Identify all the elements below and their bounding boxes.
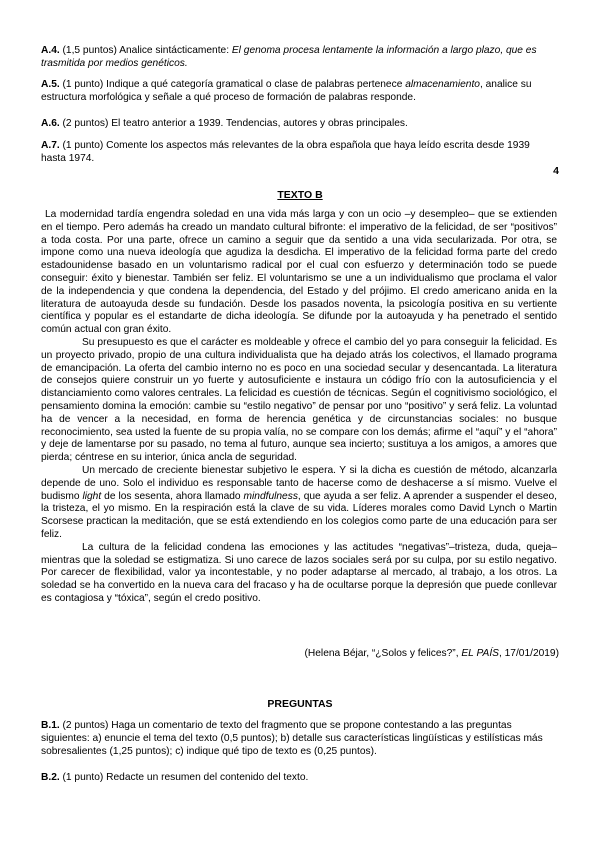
text-b-body <box>41 209 557 606</box>
question-a6 <box>41 117 557 130</box>
citation <box>305 648 559 659</box>
question-text: Comente los aspectos más relevantes de la obra española que haya leído escrita desde 1939 hasta 1974. <box>41 140 530 164</box>
question-text: Indique a qué categoría gramatical o clase de palabras pertenece <box>106 79 403 90</box>
question-number: B.1. <box>41 720 60 731</box>
question-italic: almacenamiento <box>405 79 480 90</box>
question-text: Haga un comentario de texto del fragmento que se propone contestando a las preguntas siguientes: a) enuncie el tema del texto (0,5 puntos); b) detalle sus características lingüísticas y estilísticas más sobresalientes (1,25 puntos); c) indique qué tipo de texto es (0,25 puntos). <box>41 720 543 757</box>
paragraph-3 <box>41 465 557 542</box>
question-text: El teatro anterior a 1939. Tendencias, autores y obras principales. <box>111 118 408 129</box>
question-text: Analice sintácticamente: <box>119 45 230 56</box>
question-a4 <box>41 44 557 70</box>
question-a5 <box>41 78 557 104</box>
question-score: (1 punto) <box>62 79 104 90</box>
text-b-title: TEXTO B <box>277 189 323 201</box>
question-b1 <box>41 719 557 758</box>
citation-before: (Helena Béjar, “¿Solos y felices?”, <box>304 648 459 659</box>
question-score: (2 puntos) <box>62 720 109 731</box>
preguntas-title: PREGUNTAS <box>267 698 333 710</box>
paragraph-3-part-3: , que ayuda a ser feliz. A aprender a suspender el deseo, la tristeza, el yo mismo. En la respiración está la clave de su vida. Líderes morales como David Lynch o Martin Scorsese practican la meditación, que se está extendiendo en los colegios como parte de una educación para ser feliz. <box>41 490 557 540</box>
question-score: (1 punto) <box>62 140 104 151</box>
question-number: B.2. <box>41 772 60 783</box>
question-number: A.7. <box>41 140 60 151</box>
question-number: A.4. <box>41 45 60 56</box>
italic-mindfulness: mindfulness <box>243 490 298 502</box>
citation-after: , 17/01/2019) <box>498 648 559 659</box>
paragraph-4: La cultura de la felicidad condena las emociones y las actitudes “negativas”–tristeza, duda, queja– mientras que la soledad se estigmatiza. Si uno carece de lazos sociales será por su culpa, por su estilo negativo. Por carecer de flexibilidad, valor ya incontestable, y no poder adaptarse al mercado, al trabajo, a los otros. La soledad se ha convertido en la nueva cara del fracaso y ha de ocultarse porque la depresión que puede conllevar es contagiosa y “tóxica”, según el credo positivo. <box>41 541 557 604</box>
italic-light: light <box>82 490 102 502</box>
page-number: 4 <box>553 165 559 177</box>
question-number: A.6. <box>41 118 60 129</box>
paragraph-2: Su presupuesto es que el carácter es moldeable y ofrece el cambio del yo para conseguir la felicidad. Es un proyecto privado, propio de una cultura individualista que ha dejado atrás los colectivos, el llamado programa de emancipación. La oferta del cambio interno no es poco en una sociedad secular y desencantada. La literatura de consejos quiere construir un yo fuerte y autosuficiente e instaura un código frío con la autosuficiencia y el distanciamiento como valores centrales. La felicidad es cuestión de técnicas. Según el cognitivismo sociológico, el pensamiento domina la emoción: cambie su “estilo negativo” de pensar por uno “positivo” y será feliz. La voluntad ha de vencer a la necesidad, en forma de herencia genética y de circunstancias sociales: no busque reconocimiento, sea usted la fuente de su propia valía, no se compare con los demás; afirme el “aquí” y el “ahora” y deje de lamentarse por su pasado, no tema al futuro, aunque sea incierto; sustituya a los amigos, a amores que pierda; céntrese en su interior, única ancla de seguridad. <box>41 336 557 464</box>
paragraph-1: La modernidad tardía engendra soledad en una vida más larga y con un ocio –y desempleo– que se extienden en el tiempo. Pero además ha creado un mandato cultural bifronte: el imperativo de la felicidad, de ser “positivos” a toda costa. Por una parte, ofrece un camino a seguir que da sentido a una vida secularizada. Por otra, se impone como una nueva ideología que agudiza la desdicha. El imperativo de la felicidad forma parte del credo estadounidense basado en un voluntarismo radical por el cual con esfuerzo y determinación todo se puede conseguir: éxito y bienestar. También ser feliz. El voluntarismo se une a un individualismo que proclama el valor de la independencia y que condena la dependencia, del Estado y del prójimo. El credo americano anida en la literatura de autoayuda desde su fundación. Desde los pasados noventa, la psicología positiva en su vertiente científica y popular es el estandarte de dicha ideología. Se difunde por la autoayuda y ha penetrado el sentido común actual con gran éxito. <box>41 209 557 336</box>
citation-italic: EL PAÍS <box>461 648 499 659</box>
paragraph-3-part-1: Un mercado de creciente bienestar subjetivo le espera. Y si la dicha es cuestión de método, alcanzarla depende de uno. Solo el individuo es responsable tanto de hacerse como de deshacerse a sí mismo. Vuelve el budismo <box>41 464 557 502</box>
question-a7 <box>41 139 557 165</box>
question-number: A.5. <box>41 79 60 90</box>
question-b2 <box>41 771 557 784</box>
paragraph-3-part-2: de los sesenta, ahora llamado <box>104 490 241 502</box>
question-score: (1,5 puntos) <box>62 45 117 56</box>
question-score: (2 puntos) <box>62 118 109 129</box>
question-italic: El genoma procesa lentamente la información a largo plazo, que es trasmitida por medios genéticos. <box>41 45 537 69</box>
question-text: Redacte un resumen del contenido del texto. <box>106 772 309 783</box>
question-score: (1 punto) <box>62 772 104 783</box>
question-text-after: , analice su estructura morfológica y señale a qué proceso de formación de palabras responde. <box>41 79 532 103</box>
